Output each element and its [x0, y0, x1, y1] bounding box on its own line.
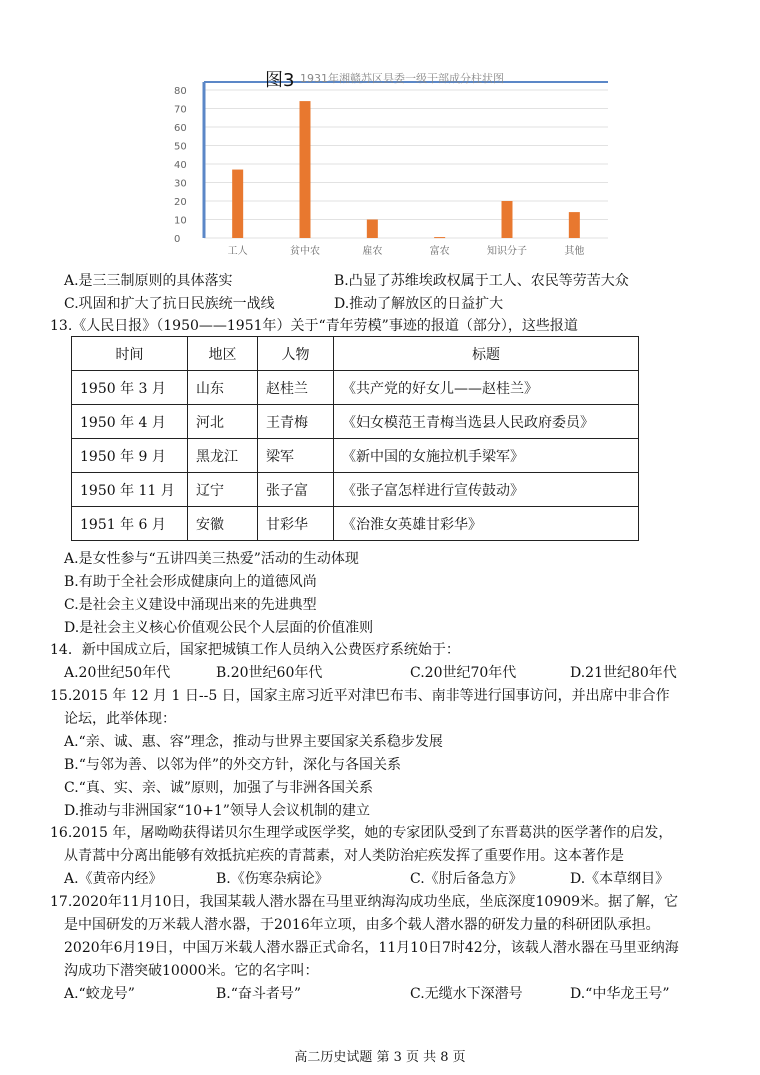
table-cell: 《治淮女英雄甘彩华》 [334, 507, 639, 541]
table-cell: 王青梅 [258, 405, 334, 439]
q12-option-c: C.巩固和扩大了抗日民族统一战线 [64, 296, 275, 312]
bar [434, 237, 445, 238]
q17-stem-line3: 2020年6月19日，中国万米载人潜水器正式命名，11月10日7时42分，该载人潜水器在马里亚纳海 [64, 940, 679, 956]
table-cell: 山东 [188, 371, 258, 405]
table-cell: 辽宁 [188, 473, 258, 507]
table-row [72, 473, 639, 507]
table-cell: 《妇女模范王青梅当选县人民政府委员》 [334, 405, 639, 439]
q17-option-c: C.无缆水下深潜号 [410, 986, 523, 1002]
page-footer: 高二历史试题 第 3 页 共 8 页 [294, 1050, 466, 1065]
x-tick-label: 知识分子 [487, 246, 527, 257]
q17-stem-line1: 17.2020年11月10日，我国某载人潜水器在马里亚纳海沟成功坐底，坐底深度10909米。据了解，它 [50, 894, 679, 910]
q13-option-c: C.是社会主义建设中涌现出来的先进典型 [64, 597, 317, 613]
table-header: 地区 [188, 337, 258, 371]
x-tick-label: 贫中农 [290, 246, 320, 257]
table-cell: 河北 [188, 405, 258, 439]
q14-option-d: D.21世纪80年代 [570, 665, 677, 681]
q16-option-b: B.《伤寒杂病论》 [216, 871, 329, 887]
y-tick-label: 50 [174, 141, 187, 153]
x-tick-label: 工人 [227, 246, 248, 257]
chart-svg [168, 62, 620, 262]
q17-stem-line4: 沟成功下潜突破10000米。它的名字叫： [64, 963, 319, 979]
q16-stem-line2: 从青蒿中分离出能够有效抵抗疟疾的青蒿素，对人类防治疟疾发挥了重要作用。这本著作是 [64, 848, 624, 864]
table-row [72, 439, 639, 473]
y-tick-label: 80 [174, 86, 187, 97]
table-row [72, 405, 639, 439]
q13-option-b: B.有助于全社会形成健康向上的道德风尚 [64, 574, 317, 590]
table-cell: 黑龙江 [188, 439, 258, 473]
table-cell: 安徽 [188, 507, 258, 541]
q14-option-a: A.20世纪50年代 [64, 665, 171, 681]
y-tick-label: 40 [174, 160, 187, 171]
q16-option-d: D.《本草纲目》 [570, 871, 670, 887]
q13-option-a: A.是女性参与“五讲四美三热爱”活动的生动体现 [64, 551, 359, 567]
q14-option-c: C.20世纪70年代 [410, 665, 517, 681]
table-header: 人物 [258, 337, 334, 371]
table-row [72, 371, 639, 405]
q17-stem-line2: 是中国研发的万米载人潜水器，于2016年立项，由多个载人潜水器的研发力量的科研团队承担。 [64, 917, 660, 933]
table-cell: 1950 年 11 月 [72, 473, 188, 507]
table-cell: 甘彩华 [258, 507, 334, 541]
table-cell: 张子富 [258, 473, 334, 507]
q15-option-d: D.推动与非洲国家“10+1”领导人会议机制的建立 [64, 803, 370, 819]
x-tick-label: 其他 [564, 246, 585, 257]
q16-option-c: C.《肘后备急方》 [410, 871, 523, 887]
q17-option-a: A.“蛟龙号” [64, 986, 135, 1002]
table-cell: 1951 年 6 月 [72, 507, 188, 541]
q13-stem: 13.《人民日报》（1950——1951年）关于“青年劳模”事迹的报道（部分），这些报道 [50, 318, 578, 334]
bar [502, 201, 513, 238]
bar [300, 101, 311, 238]
table-header: 时间 [72, 337, 188, 371]
table-cell: 赵桂兰 [258, 371, 334, 405]
table-cell: 《张子富怎样进行宣传鼓动》 [334, 473, 639, 507]
table-cell: 《共产党的好女儿——赵桂兰》 [334, 371, 639, 405]
q17-option-b: B.“奋斗者号” [216, 986, 302, 1002]
y-tick-label: 10 [174, 215, 187, 227]
table-cell: 1950 年 3 月 [72, 371, 188, 405]
q16-option-a: A.《黄帝内经》 [64, 871, 163, 887]
y-tick-label: 0 [174, 234, 181, 245]
x-tick-label: 雇农 [362, 246, 383, 257]
y-tick-label: 70 [174, 104, 187, 116]
table-cell: 1950 年 4 月 [72, 405, 188, 439]
x-tick-label: 富农 [429, 246, 450, 257]
q15-option-b: B.“与邻为善、以邻为伴”的外交方针，深化与各国关系 [64, 757, 402, 773]
q15-stem-line2: 论坛，此举体现： [64, 711, 176, 727]
q12-option-b: B.凸显了苏维埃政权属于工人、农民等劳苦大众 [334, 273, 629, 289]
table-cell: 《新中国的女施拉机手梁军》 [334, 439, 639, 473]
table-header-row [72, 337, 639, 371]
q15-option-a: A.“亲、诚、惠、容”理念，推动与世界主要国家关系稳步发展 [64, 734, 443, 750]
chart-title: 1931年湘赣苏区县委一级干部成分柱状图 [300, 72, 504, 85]
q16-stem-line1: 16.2015 年，屠呦呦获得诺贝尔生理学或医学奖，她的专家团队受到了东晋葛洪的医学著作的启发， [50, 825, 673, 841]
q13-option-d: D.是社会主义核心价值观公民个人层面的价值准则 [64, 620, 374, 636]
q15-option-c: C.“真、实、亲、诚”原则，加强了与非洲各国关系 [64, 780, 373, 796]
q13-table [71, 336, 639, 541]
figure-label: 图3 [265, 70, 295, 91]
y-tick-label: 60 [174, 123, 187, 134]
table-cell: 梁军 [258, 439, 334, 473]
table-header: 标题 [334, 337, 639, 371]
y-tick-label: 30 [174, 178, 187, 190]
y-tick-label: 20 [174, 197, 187, 208]
bar [367, 220, 378, 239]
bar-chart [168, 62, 620, 262]
q17-option-d: D.“中华龙王号” [570, 986, 670, 1002]
q12-option-a: A.是三三制原则的具体落实 [64, 273, 233, 289]
table-cell: 1950 年 9 月 [72, 439, 188, 473]
q14-option-b: B.20世纪60年代 [216, 665, 323, 681]
q15-stem-line1: 15.2015 年 12 月 1 日--5 日，国家主席习近平对津巴布韦、南非等进行国事访问，并出席中非合作 [50, 688, 670, 704]
bar [232, 170, 243, 238]
q14-stem: 14．新中国成立后，国家把城镇工作人员纳入公费医疗系统始于： [50, 642, 460, 658]
table-row [72, 507, 639, 541]
bar [569, 212, 580, 238]
q12-option-d: D.推动了解放区的日益扩大 [334, 296, 504, 312]
